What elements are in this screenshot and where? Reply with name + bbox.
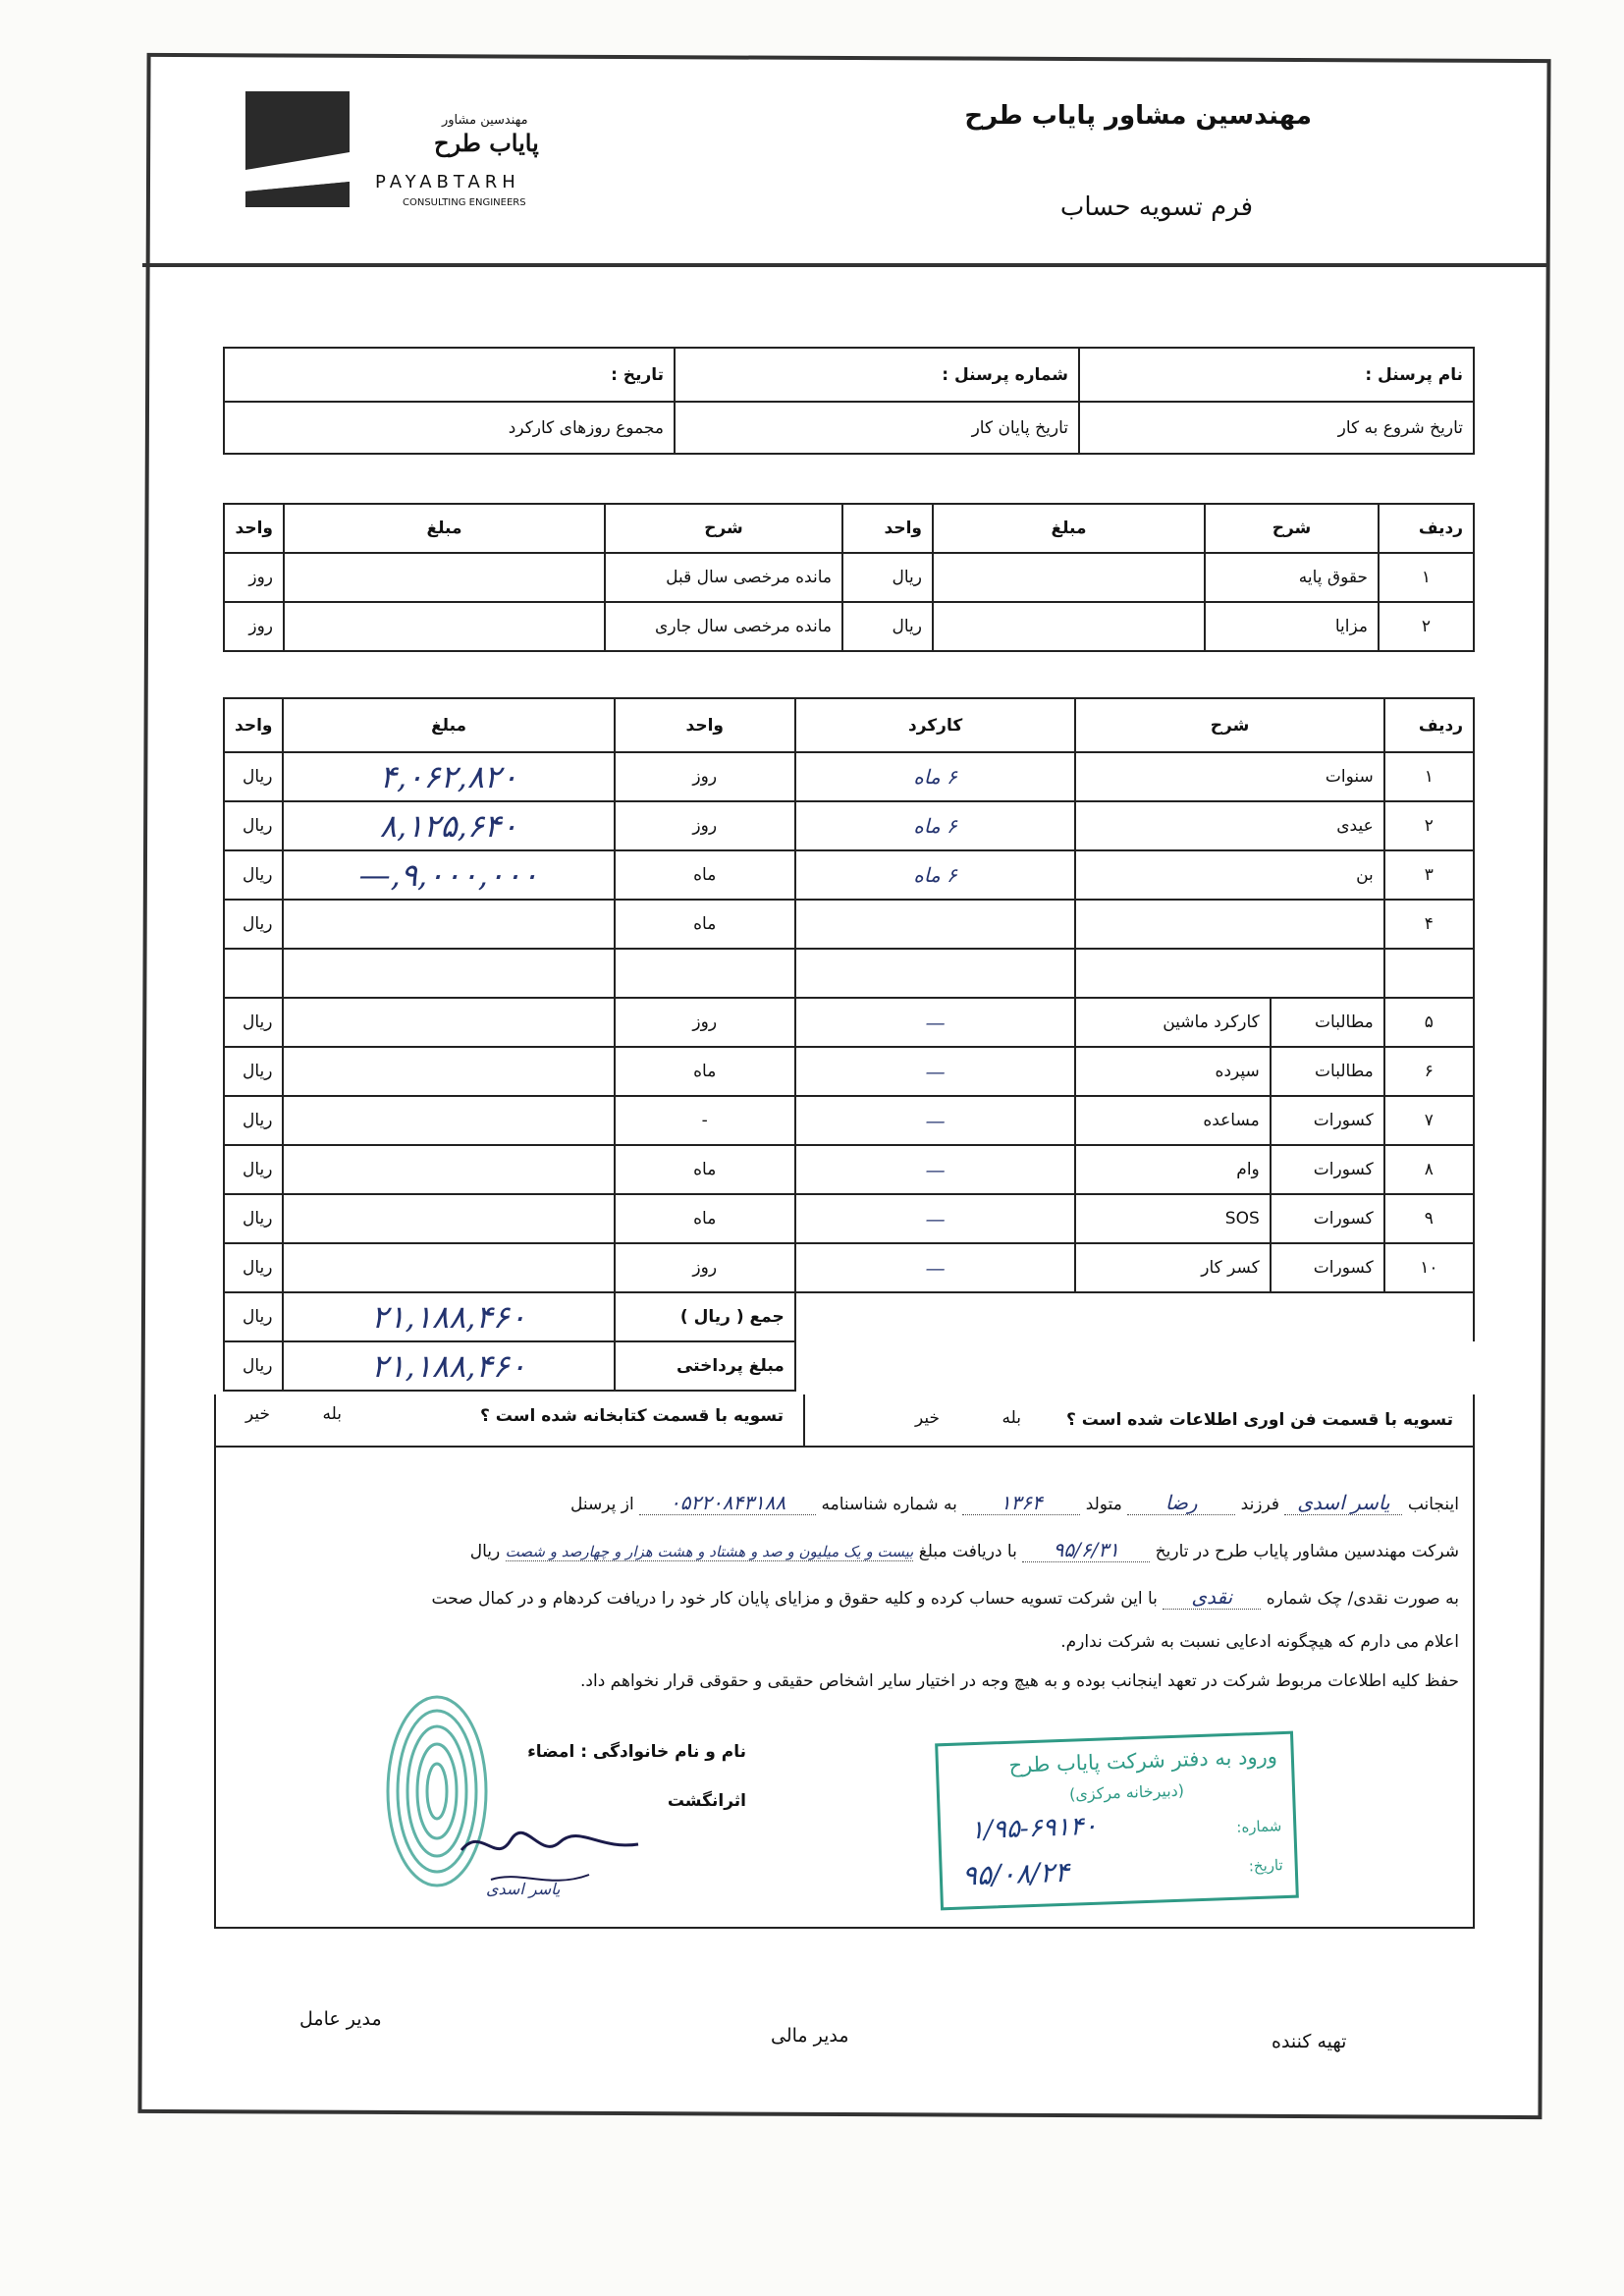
cell-amount: ۴,۰۶۲,۸۲۰ [283, 752, 614, 801]
total-amount: ۲۱,۱۸۸,۴۶۰ [283, 1292, 614, 1341]
library-question: تسویه با قسمت کتابخانه شده است ؟ [479, 1406, 784, 1426]
cell-work: — [795, 1047, 1076, 1096]
cell-row: ۹ [1384, 1194, 1474, 1243]
total-label: جمع ( ریال ) [615, 1292, 795, 1341]
cell-unit2 [224, 949, 283, 998]
cell-desc [1075, 900, 1383, 949]
cell-unit2: ریال [224, 1243, 283, 1292]
signed-name: یاسر اسدی [486, 1880, 561, 1898]
cell-work [795, 949, 1076, 998]
cell-desc: عیدی [1075, 801, 1383, 850]
payable-row [224, 1341, 1474, 1391]
cell-desc: بن [1075, 850, 1383, 900]
total-row [224, 1292, 1474, 1341]
it-question: تسویه با قسمت فن اوری اطلاعات شده است ؟ [1066, 1410, 1453, 1430]
cell-row: ۱ [1384, 752, 1474, 801]
stamp-number: ۱/۹۵-۶۹۱۴۰ [969, 1811, 1098, 1846]
col-row: ردیف [1379, 504, 1474, 553]
ceo-label: مدیر عامل [299, 2008, 382, 2030]
table-row [224, 752, 1474, 801]
table-row [224, 1096, 1474, 1145]
table-row [224, 1194, 1474, 1243]
cell-row: ۵ [1384, 998, 1474, 1047]
col-desc: شرح [1075, 698, 1383, 752]
cell-unit: ماه [615, 850, 795, 900]
cell-cat: کسورات [1271, 1096, 1384, 1145]
personnel-info-table [223, 347, 1475, 455]
father-name: رضا [1127, 1491, 1235, 1515]
cell-row [1384, 949, 1474, 998]
it-yes: بله [1001, 1408, 1021, 1428]
declaration-line-3: به صورت نقدی/ چک شماره نقدی با این شرکت تسویه حساب کرده و کلیه حقوق و مزایای پایان کار خود را دریافت کردهام و در کمال صحت [431, 1585, 1459, 1609]
cell-cat: کسورات [1271, 1145, 1384, 1194]
signature-name-label: نام و نام خانوادگی : امضاء [527, 1742, 746, 1762]
cell-work: — [795, 1194, 1076, 1243]
company-logo [245, 91, 609, 214]
cell-amount [283, 1243, 614, 1292]
cell-row: ۶ [1384, 1047, 1474, 1096]
cell-unit2: ریال [224, 1047, 283, 1096]
cell-cat: مطالبات [1271, 998, 1384, 1047]
cell-work: ۶ ماه [795, 752, 1076, 801]
birth-year: ۱۳۶۴ [962, 1491, 1080, 1515]
cell-amount: ۸,۱۲۵,۶۴۰ [283, 801, 614, 850]
logo-mark-icon [245, 91, 350, 207]
cell-unit: روز [615, 752, 795, 801]
library-no: خیر [244, 1404, 270, 1424]
national-id: ۰۵۲۲۰۸۴۳۱۸۸ [639, 1491, 816, 1515]
col-desc: شرح [1205, 504, 1379, 553]
cell-desc: کارکرد ماشین [1075, 998, 1270, 1047]
cell-row: ۳ [1384, 850, 1474, 900]
cell-unit2: ریال [224, 1145, 283, 1194]
table-row [224, 900, 1474, 949]
form-title: فرم تسویه حساب [1059, 192, 1253, 222]
table-row [224, 1047, 1474, 1096]
stamp-date: ۹۵/۰۸/۲۴ [961, 1855, 1070, 1892]
payable-amount: ۲۱,۱۸۸,۴۶۰ [283, 1341, 614, 1391]
cell-amount [283, 998, 614, 1047]
fingerprint-label: اثرانگشت [667, 1791, 746, 1811]
cell-desc: کسر کار [1075, 1243, 1270, 1292]
date-label: تاریخ : [224, 348, 675, 402]
cell-unit2: ریال [224, 1096, 283, 1145]
col-amount2: مبلغ [284, 504, 605, 553]
declaration-line-1: اینجانب یاسر اسدی فرزند رضا متولد ۱۳۶۴ به شماره شناسنامه ۰۵۲۲۰۸۴۳۱۸۸ از پرسنل [570, 1491, 1459, 1514]
cell-work: ۶ ماه [795, 801, 1076, 850]
table-row: ۲ مزایا ریال مانده مرخصی سال جاری روز [224, 602, 1474, 651]
cell-desc: مساعده [1075, 1096, 1270, 1145]
payable-unit: ریال [224, 1341, 283, 1391]
cell-desc [1075, 949, 1383, 998]
logo-fa-big: پایاب طرح [434, 129, 539, 157]
table-row [224, 850, 1474, 900]
cell-unit [615, 949, 795, 998]
col-row: ردیف [1384, 698, 1474, 752]
personnel-number-label: شماره پرسنل : [675, 348, 1079, 402]
cell-cat: مطالبات [1271, 1047, 1384, 1096]
col-unit: واحد [615, 698, 795, 752]
total-days-label: مجموع روزهای کارکرد [224, 402, 675, 454]
col-unit: واحد [842, 504, 933, 553]
table-row [224, 1243, 1474, 1292]
settlement-table [223, 697, 1475, 1392]
cell-unit: ماه [615, 1194, 795, 1243]
cell-cat: کسورات [1271, 1194, 1384, 1243]
clearance-questions [214, 1394, 1475, 1448]
cell-unit2: ریال [224, 1194, 283, 1243]
logo-fa-small: مهندسین مشاور [442, 113, 528, 128]
cell-cat: کسورات [1271, 1243, 1384, 1292]
cell-amount [283, 900, 614, 949]
col-unit2: واحد [224, 504, 284, 553]
company-title: مهندسین مشاور پایاب طرح [964, 101, 1312, 131]
table-row [224, 1145, 1474, 1194]
cell-work: — [795, 1096, 1076, 1145]
cell-unit2: ریال [224, 752, 283, 801]
registry-stamp: ورود به دفتر شرکت پایاب طرح (دبیرخانه مرکزی) شماره: ۱/۹۵-۶۹۱۴۰ تاریخ: ۹۵/۰۸/۲۴ [935, 1731, 1299, 1911]
col-amount: مبلغ [933, 504, 1205, 553]
cell-unit2: ریال [224, 801, 283, 850]
cell-unit: ماه [615, 1047, 795, 1096]
cell-amount [283, 949, 614, 998]
cell-unit: - [615, 1096, 795, 1145]
cell-desc: سنوات [1075, 752, 1383, 801]
start-date-label: تاریخ شروع به کار [1079, 402, 1474, 454]
cell-amount [283, 1145, 614, 1194]
personnel-name-label: نام پرسنل : [1079, 348, 1474, 402]
declaration [214, 1448, 1475, 1929]
cell-desc: وام [1075, 1145, 1270, 1194]
cell-unit2: ریال [224, 998, 283, 1047]
cell-row: ۷ [1384, 1096, 1474, 1145]
end-date-label: تاریخ پایان کار [675, 402, 1079, 454]
table-row: ۱ حقوق پایه ریال مانده مرخصی سال قبل روز [224, 553, 1474, 602]
logo-en-small: CONSULTING ENGINEERS [403, 197, 526, 208]
cell-unit2: ریال [224, 900, 283, 949]
cell-amount [283, 1047, 614, 1096]
cell-unit: روز [615, 998, 795, 1047]
cell-desc: سپرده [1075, 1047, 1270, 1096]
col-amount: مبلغ [283, 698, 614, 752]
cell-work: — [795, 1243, 1076, 1292]
cell-unit: روز [615, 1243, 795, 1292]
cell-row: ۲ [1384, 801, 1474, 850]
declaration-line-4: اعلام می دارم که هیچگونه ادعایی نسبت به شرکت ندارم. [1060, 1632, 1459, 1652]
col-work: کارکرد [795, 698, 1076, 752]
salary-table [223, 503, 1475, 652]
table-row [224, 998, 1474, 1047]
cell-unit: روز [615, 801, 795, 850]
cell-desc: SOS [1075, 1194, 1270, 1243]
cell-row: ۴ [1384, 900, 1474, 949]
settlement-date: ۹۵/۶/۳۱ [1022, 1538, 1150, 1562]
declaration-line-5: حفظ کلیه اطلاعات مربوط شرکت در تعهد اینجانب بوده و به هیچ وجه در اختیار سایر اشخاص حقیقی و حقوقی قرار نخواهم داد. [580, 1671, 1459, 1691]
preparer-label: تهیه کننده [1272, 2031, 1347, 2052]
cell-unit: ماه [615, 1145, 795, 1194]
table-row [224, 949, 1474, 998]
library-yes: بله [322, 1404, 342, 1424]
amount-in-words: بیست و یک میلیون و صد و هشتاد و هشت هزار و چهارصد و شصت [505, 1543, 914, 1560]
cell-unit2: ریال [224, 850, 283, 900]
col-desc2: شرح [605, 504, 842, 553]
employee-name: یاسر اسدی [1284, 1491, 1402, 1515]
cell-amount [283, 1194, 614, 1243]
table-row [224, 801, 1474, 850]
cell-row: ۱۰ [1384, 1243, 1474, 1292]
payable-label: مبلغ پرداختی [615, 1341, 795, 1391]
cell-work [795, 900, 1076, 949]
col-unit2: واحد [224, 698, 283, 752]
it-no: خیر [914, 1408, 940, 1428]
declaration-line-2: شرکت مهندسین مشاور پایاب طرح در تاریخ ۹۵/۶/۳۱ با دریافت مبلغ بیست و یک میلیون و صد و هشتاد و هشت هزار و چهارصد و شصت ریال [469, 1538, 1459, 1561]
cell-work: ۶ ماه [795, 850, 1076, 900]
header-divider [142, 263, 1546, 267]
cell-amount [283, 1096, 614, 1145]
finance-manager-label: مدیر مالی [771, 2025, 849, 2047]
cell-work: — [795, 998, 1076, 1047]
cell-row: ۸ [1384, 1145, 1474, 1194]
payment-method: نقدی [1163, 1585, 1261, 1610]
cell-work: — [795, 1145, 1076, 1194]
cell-unit: ماه [615, 900, 795, 949]
cell-amount: ۹,۰۰۰,۰۰۰,— [283, 850, 614, 900]
logo-en-big: PAYABTARH [375, 172, 520, 192]
total-unit: ریال [224, 1292, 283, 1341]
